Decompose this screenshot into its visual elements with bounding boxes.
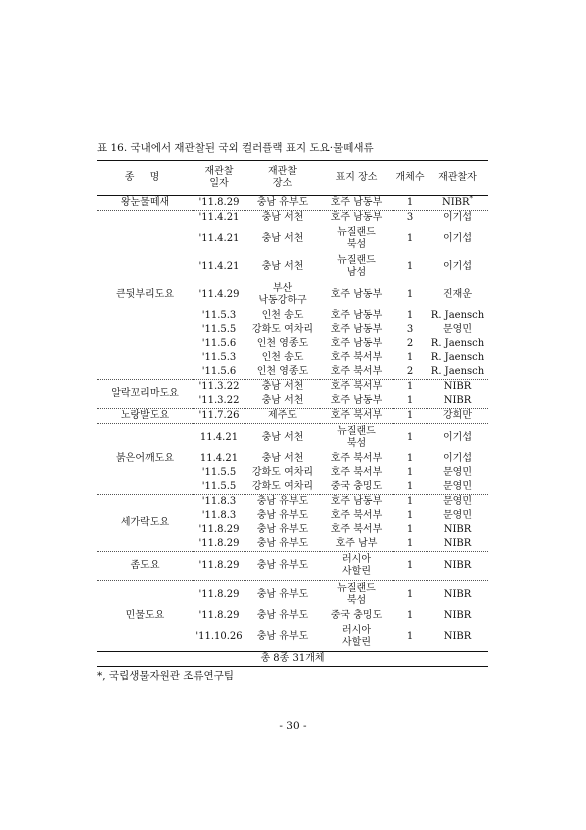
flag-place-cell: 호주 남부 — [335, 538, 378, 549]
table-row — [97, 495, 488, 510]
place-cell: 충남 유부도 — [256, 524, 309, 535]
observer-cell: 문영민 — [443, 481, 472, 492]
date-cell: '11.10.26 — [195, 631, 243, 642]
place-cell: 충남 서천 — [261, 453, 304, 464]
flag-place-cell: 호주 남동부 — [330, 197, 383, 208]
place-cell: 충남 서천 — [261, 233, 304, 244]
flag-place-cell: 중국 충밍도 — [330, 481, 383, 492]
date-cell: '11.5.5 — [201, 324, 237, 335]
table-body — [97, 196, 488, 667]
species-cell: 민물도요 — [97, 581, 193, 652]
footnote-mark: * — [469, 194, 474, 203]
species-cell: 큰뒷부리도요 — [97, 211, 193, 380]
col-header-date: 재관찰 일자 — [193, 161, 245, 196]
date-cell: '11.5.3 — [201, 352, 237, 363]
flag-place-cell: 중국 충밍도 — [330, 610, 383, 621]
date-cell: '11.8.3 — [201, 510, 237, 521]
count-cell: 1 — [393, 495, 427, 510]
place-cell: 인천 영종도 — [256, 366, 309, 377]
count-cell: 1 — [406, 310, 414, 321]
date-cell: '11.4.29 — [198, 289, 240, 300]
place-cell: 인천 송도 — [261, 310, 304, 321]
table-row — [97, 424, 488, 453]
table-row — [97, 380, 488, 395]
flag-place-cell: 호주 남동부 — [330, 338, 383, 349]
count-cell: 1 — [393, 552, 427, 581]
species-cell: 노랑발도요 — [97, 409, 193, 424]
count-cell: 2 — [406, 366, 414, 377]
count-cell: 1 — [406, 631, 414, 642]
date-cell: '11.5.6 — [201, 338, 237, 349]
count-cell: 1 — [406, 197, 414, 208]
flag-place-cell: 호주 북서부 — [330, 467, 383, 478]
date-cell: '11.5.5 — [201, 467, 237, 478]
table-row — [97, 196, 488, 211]
header-row — [97, 161, 488, 196]
observer-cell: NIBR* — [441, 194, 474, 208]
flag-place-cell: 호주 남동부 — [320, 211, 393, 226]
species-cell: 붉은어깨도요 — [97, 424, 193, 495]
flag-place-cell: 뉴질랜드 남섬 — [337, 255, 376, 278]
flag-place-cell: 호주 북서부 — [330, 352, 383, 363]
count-cell: 1 — [393, 581, 427, 610]
place-cell: 충남 유부도 — [245, 552, 320, 581]
flag-place-cell: 호주 남동부 — [330, 289, 383, 300]
date-cell: '11.4.21 — [198, 261, 240, 272]
count-cell: 1 — [393, 409, 427, 424]
count-cell: 1 — [406, 289, 414, 300]
place-cell: 충남 유부도 — [256, 610, 309, 621]
col-header-species: 종 명 — [97, 161, 193, 196]
observer-cell: NIBR — [443, 610, 472, 621]
count-cell: 1 — [406, 352, 414, 363]
flag-place-cell: 러시아 사할린 — [342, 625, 371, 648]
col-header-flag-place: 표지 장소 — [320, 161, 393, 196]
flag-place-cell: 호주 북서부 — [320, 380, 393, 395]
place-cell: 충남 서천 — [261, 261, 304, 272]
resighting-table — [97, 160, 488, 667]
observer-cell: NIBR — [443, 538, 472, 549]
count-cell: 1 — [406, 510, 414, 521]
date-cell: '11.7.26 — [193, 409, 245, 424]
date-cell: '11.5.3 — [201, 310, 237, 321]
count-cell: 2 — [406, 338, 414, 349]
place-cell: 충남 서천 — [245, 424, 320, 453]
col-header-place: 재관찰 장소 — [245, 161, 320, 196]
flag-place-cell: 호주 남동부 — [330, 310, 383, 321]
species-cell: 알락꼬리마도요 — [97, 380, 193, 409]
observer-cell: 문영민 — [427, 495, 488, 510]
place-cell: 인천 송도 — [261, 352, 304, 363]
observer-cell: 이기섭 — [427, 211, 488, 226]
table-row — [97, 409, 488, 424]
species-cell: 왕눈물떼새 — [120, 197, 170, 208]
flag-place-cell: 호주 북서부 — [330, 510, 383, 521]
col-header-count: 개체수 — [393, 161, 427, 196]
observer-cell: 문영민 — [443, 324, 472, 335]
observer-cell: NIBR — [443, 524, 472, 535]
observer-cell: NIBR — [427, 380, 488, 395]
count-cell: 1 — [393, 380, 427, 395]
date-cell: '11.8.29 — [198, 524, 240, 535]
observer-cell: NIBR — [443, 631, 472, 642]
place-cell: 인천 영종도 — [256, 338, 309, 349]
count-cell: 1 — [406, 453, 414, 464]
observer-cell: 문영민 — [443, 510, 472, 521]
place-cell: 부산 낙동강하구 — [258, 283, 307, 306]
flag-place-cell: 호주 북서부 — [330, 524, 383, 535]
table-row — [97, 552, 488, 581]
place-cell: 충남 유부도 — [256, 197, 309, 208]
table-row — [97, 581, 488, 610]
place-cell: 강화도 여차리 — [251, 481, 314, 492]
place-cell: 충남 서천 — [245, 211, 320, 226]
count-cell: 1 — [393, 424, 427, 453]
observer-cell: NIBR — [443, 395, 472, 406]
date-cell: '11.5.5 — [201, 481, 237, 492]
place-cell: 충남 유부도 — [256, 631, 309, 642]
place-cell: 충남 유부도 — [245, 581, 320, 610]
flag-place-cell: 뉴질랜드 북섬 — [320, 581, 393, 610]
count-cell: 1 — [406, 233, 414, 244]
flag-place-cell: 러시아 사할린 — [320, 552, 393, 581]
place-cell: 충남 서천 — [245, 380, 320, 395]
footnote: *, 국립생물자원관 조류연구팀 — [97, 670, 234, 682]
place-cell: 강화도 여차리 — [251, 467, 314, 478]
date-cell: '11.8.29 — [193, 581, 245, 610]
observer-cell: R. Jaensch — [430, 366, 485, 377]
date-cell: '11.8.29 — [193, 552, 245, 581]
place-cell: 충남 서천 — [261, 395, 304, 406]
date-cell: '11.8.29 — [198, 538, 240, 549]
flag-place-cell: 뉴질랜드 북섬 — [320, 424, 393, 453]
date-cell: '11.3.22 — [198, 395, 240, 406]
count-cell: 3 — [393, 211, 427, 226]
count-cell: 1 — [406, 467, 414, 478]
species-cell: 좀도요 — [97, 552, 193, 581]
observer-cell: R. Jaensch — [430, 338, 485, 349]
count-cell: 1 — [406, 524, 414, 535]
total-cell: 총 8종 31개체 — [97, 652, 488, 667]
flag-place-cell: 호주 북서부 — [320, 409, 393, 424]
flag-place-cell: 호주 북서부 — [330, 366, 383, 377]
count-cell: 1 — [406, 538, 414, 549]
count-cell: 1 — [406, 261, 414, 272]
col-header-observer: 재관찰자 — [427, 161, 488, 196]
flag-place-cell: 뉴질랜드 북섬 — [337, 227, 376, 250]
flag-place-cell: 호주 남동부 — [330, 395, 383, 406]
observer-cell: 강희만 — [427, 409, 488, 424]
place-cell: 충남 유부도 — [256, 510, 309, 521]
count-cell: 1 — [406, 395, 414, 406]
date-cell: '11.4.21 — [198, 233, 240, 244]
date-cell: '11.4.21 — [193, 211, 245, 226]
observer-cell: 이기섭 — [443, 261, 472, 272]
observer-cell: R. Jaensch — [430, 352, 485, 363]
flag-place-cell: 호주 북서부 — [330, 453, 383, 464]
observer-cell: 이기섭 — [443, 453, 472, 464]
table-row — [97, 211, 488, 226]
date-cell: '11.8.3 — [193, 495, 245, 510]
date-cell: '11.3.22 — [193, 380, 245, 395]
flag-place-cell: 호주 남동부 — [320, 495, 393, 510]
observer-cell: 이기섭 — [427, 424, 488, 453]
observer-cell: 이기섭 — [443, 233, 472, 244]
count-cell: 1 — [406, 610, 414, 621]
date-cell: 11.4.21 — [199, 453, 239, 464]
page-number: - 30 - — [279, 720, 307, 732]
date-cell: '11.5.6 — [201, 366, 237, 377]
place-cell: 강화도 여차리 — [251, 324, 314, 335]
flag-place-cell: 호주 남동부 — [330, 324, 383, 335]
total-row — [97, 652, 488, 667]
place-cell: 제주도 — [245, 409, 320, 424]
place-cell: 충남 유부도 — [256, 538, 309, 549]
observer-cell: NIBR — [427, 581, 488, 610]
date-cell: '11.8.29 — [198, 197, 240, 208]
observer-cell: 문영민 — [443, 467, 472, 478]
observer-cell: NIBR — [427, 552, 488, 581]
date-cell: 11.4.21 — [193, 424, 245, 453]
observer-cell: 진재운 — [443, 289, 472, 300]
table-caption: 표 16. 국내에서 재관찰된 국외 컬러플랙 표지 도요·물떼새류 — [97, 142, 374, 154]
species-cell: 세가락도요 — [97, 495, 193, 552]
count-cell: 1 — [406, 481, 414, 492]
observer-cell: R. Jaensch — [430, 310, 485, 321]
count-cell: 3 — [406, 324, 414, 335]
place-cell: 충남 유부도 — [245, 495, 320, 510]
date-cell: '11.8.29 — [198, 610, 240, 621]
